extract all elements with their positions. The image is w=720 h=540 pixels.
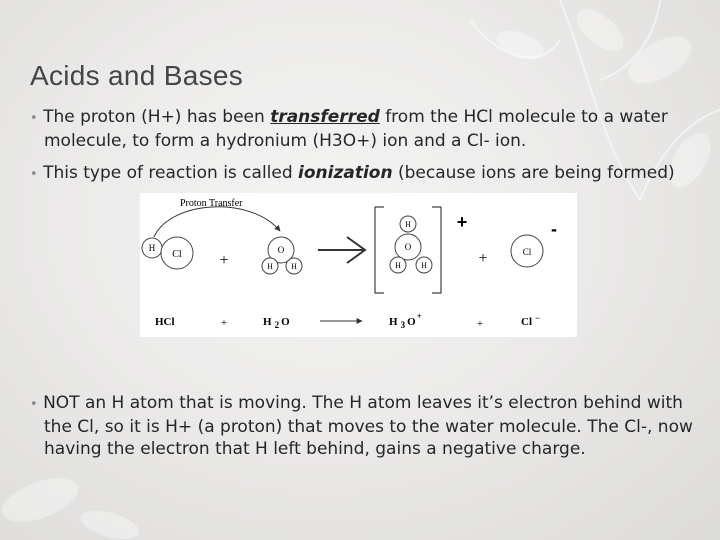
bullet-proton-transfer	[30, 106, 704, 152]
eq-chloride: Cl −	[521, 313, 541, 328]
proton-transfer-arrow	[154, 207, 280, 237]
hydronium-ion	[375, 207, 467, 293]
bullet-2-prefix: This type of reaction is called	[37, 163, 299, 183]
bullet-mark: •	[30, 167, 38, 182]
bullet-3-text: NOT an H atom that is moving. The H atom leaves it’s electron behind with the Cl, so it is H+ (a proton) that moves to the water molecule. The Cl-, now having the electron that H left behind, gains a negative charge.	[43, 393, 693, 459]
chloride-charge: -	[551, 219, 557, 239]
hydronium-charge: +	[456, 212, 468, 232]
eq-hydronium: H $_3$ O+	[389, 311, 422, 330]
bullet-electron-explanation	[30, 392, 704, 460]
eq-plus: +	[220, 317, 228, 329]
water-molecule	[262, 237, 302, 274]
eq-plus: +	[476, 318, 484, 330]
h-atom-label: H	[148, 243, 156, 253]
o-atom-label: O	[277, 245, 285, 255]
slide-title: Acids and Bases	[30, 60, 244, 91]
o-atom-label: O	[404, 242, 412, 252]
bracket-right	[432, 207, 441, 293]
reaction-arrow	[318, 237, 365, 263]
chloride-ion	[511, 219, 557, 267]
plus-sign: +	[219, 252, 229, 269]
bullet-ionization	[30, 162, 704, 186]
bullet-1-emphasis: transferred	[270, 107, 380, 127]
h-atom-label: H	[395, 261, 401, 270]
proton-transfer-label: Proton Transfer	[180, 198, 243, 209]
bullet-2-suffix: (because ions are being formed)	[392, 163, 675, 183]
bullet-mark: •	[30, 111, 38, 126]
cl-atom-label: Cl	[172, 249, 182, 260]
h-atom-label: H	[267, 262, 273, 271]
bullet-1-prefix: The proton (H+) has been	[43, 107, 271, 127]
plus-sign: +	[478, 250, 488, 267]
chemical-equation	[155, 311, 540, 330]
bullet-mark: •	[30, 397, 38, 412]
bracket-left	[375, 207, 384, 293]
bullet-2-emphasis: ionization	[298, 163, 393, 183]
hcl-molecule	[142, 237, 193, 269]
bullet-1-suffix: from the HCl molecule to a water molecule, to form a hydronium (H3O+) ion and a Cl- ion.	[44, 107, 668, 151]
eq-hcl: HCl	[155, 316, 175, 328]
eq-water: H $_2$ O	[263, 316, 290, 330]
proton-transfer-diagram	[140, 193, 577, 337]
h-atom-label: H	[405, 220, 411, 229]
cl-atom-label: Cl	[522, 247, 532, 257]
h-atom-label: H	[291, 262, 297, 271]
h-atom-label: H	[421, 261, 427, 270]
